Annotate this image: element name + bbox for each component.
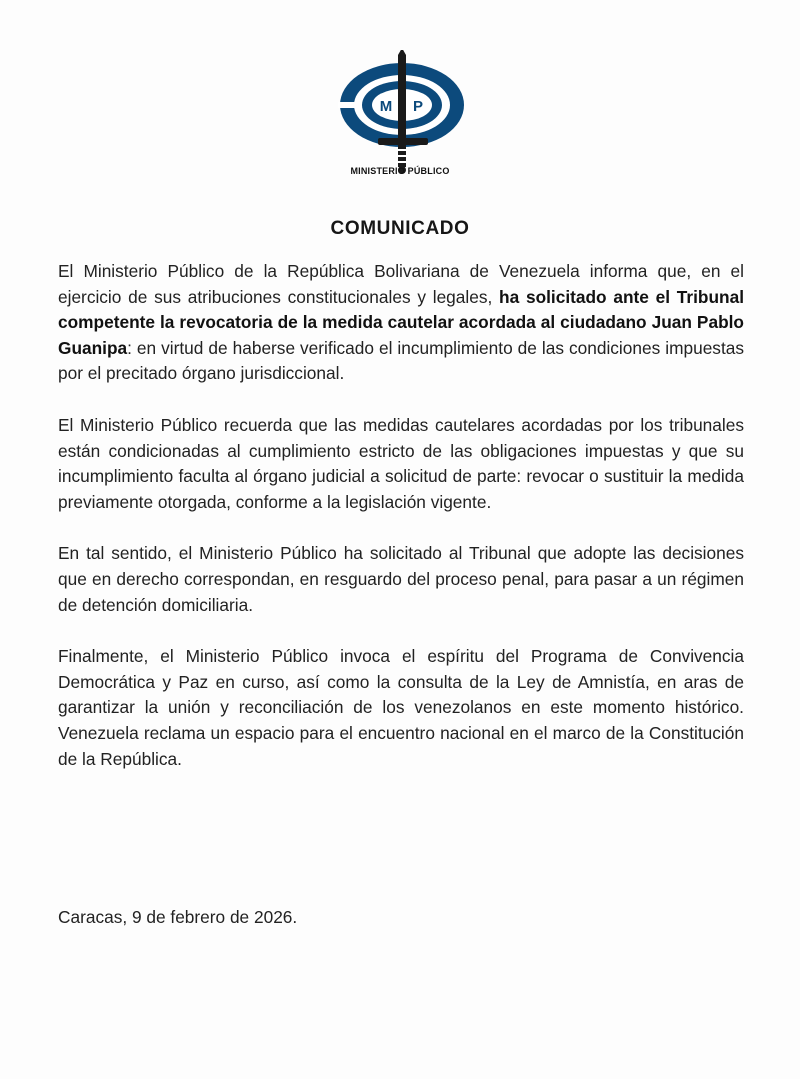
paragraph-4: Finalmente, el Ministerio Público invoca el espíritu del Programa de Convivencia Democrática y Paz en curso, así como la consulta de la Ley de Amnistía, en aras de garantizar la unión y reconciliación de los venezolanos en este momento histórico. Venezuela reclama un espacio para el encuentro nacional en el marco de la Constitución de la República. (58, 646, 744, 769)
logo-letter-m: M (379, 98, 393, 115)
paragraph-1-lead: El Ministerio Público de la República Bolivariana de Venezuela informa que, en el ejercicio de sus atribuciones constitucionales y legales, (58, 261, 744, 307)
paragraph-1 (58, 259, 744, 387)
document-title: COMUNICADO (330, 218, 470, 239)
paragraph-1-tail: : en virtud de haberse verificado el incumplimiento de las condiciones impuestas por el precitado órgano jurisdiccional. (58, 337, 744, 384)
document-body (58, 259, 744, 798)
paragraph-1-bold: ha solicitado ante el Tribunal competente la revocatoria de la medida cautelar acordada al ciudadano Juan Pablo Guanipa (58, 286, 744, 358)
paragraph-2: El Ministerio Público recuerda que las medidas cautelares acordadas por los tribunales están condicionadas al cumplimiento estricto de las obligaciones impuestas y que su incumplimiento faculta al órgano judicial a solicitud de parte: revocar o sustituir la medida previamente otorgada, conforme a la legislación vigente. (58, 414, 744, 512)
sword-emblem-icon (320, 50, 480, 185)
logo-caption: MINISTERIO PÚBLICO (350, 166, 450, 176)
logo-letter-p: P (412, 98, 424, 115)
ministerio-publico-logo (320, 50, 480, 185)
place-date-signoff: Caracas, 9 de febrero de 2026. (58, 907, 298, 927)
paragraph-3: En tal sentido, el Ministerio Público ha solicitado al Tribunal que adopte las decisiones que en derecho correspondan, en resguardo del proceso penal, para pasar a un régimen de detención domiciliaria. (58, 543, 744, 615)
